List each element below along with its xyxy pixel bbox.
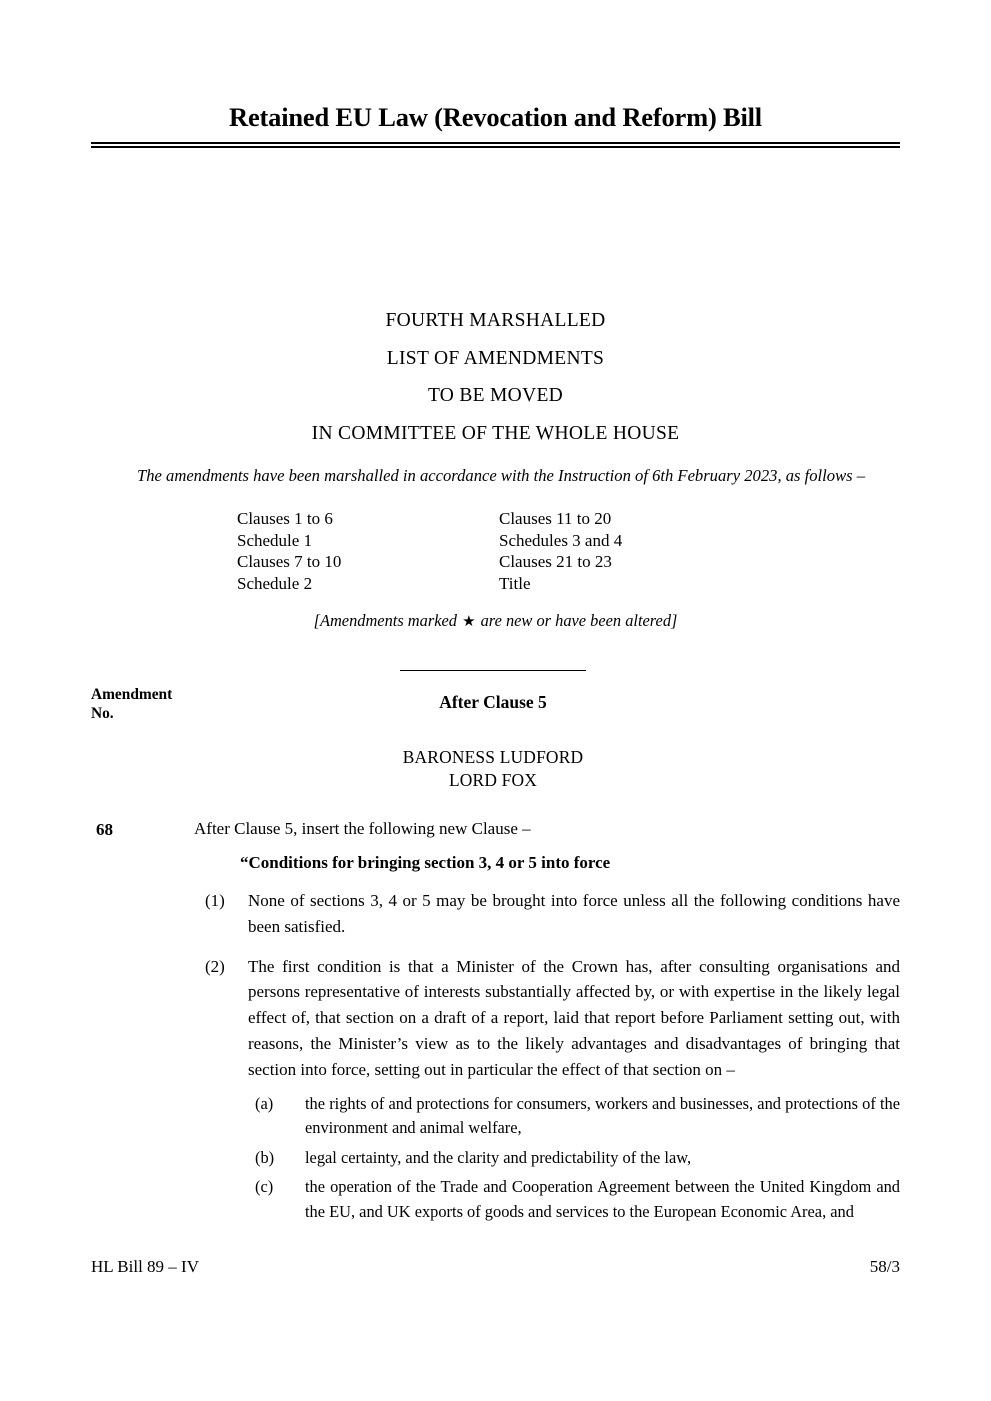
sub-paragraph-marker: (c) xyxy=(255,1177,274,1197)
document-page xyxy=(91,0,900,1401)
page-footer xyxy=(91,1256,900,1278)
masthead xyxy=(91,103,900,148)
star-note-before: Amendments marked xyxy=(319,611,462,630)
star-note-after: are new or have been altered xyxy=(476,611,672,630)
amendment-no-label-line1: Amendment xyxy=(91,686,173,703)
sub-paragraph xyxy=(255,1146,900,1171)
amendment-no-label xyxy=(91,686,172,723)
amendment-no-label-line2: No. xyxy=(91,704,114,722)
clause-order-row xyxy=(237,530,757,552)
subsection-marker: (1) xyxy=(205,891,225,910)
amendment-block xyxy=(91,817,900,1225)
title-double-rule xyxy=(91,142,900,148)
star-note-open-bracket: [ xyxy=(313,611,320,630)
amendment-intro: After Clause 5, insert the following new Clause – xyxy=(194,819,531,838)
amendment-number: 68 xyxy=(96,820,113,839)
clause-order-row xyxy=(237,551,757,573)
clause-order-list xyxy=(237,508,757,594)
sub-paragraph-text: legal certainty, and the clarity and predictability of the law, xyxy=(305,1147,692,1167)
heading-line-1: FOURTH MARSHALLED xyxy=(385,310,606,331)
subsection xyxy=(205,954,900,1083)
bill-reference: HL Bill 89 – IV xyxy=(91,1257,199,1276)
clause-order-right: Title xyxy=(499,573,531,593)
clause-order-right: Clauses 11 to 20 xyxy=(499,509,612,528)
clause-order-left: Clauses 1 to 6 xyxy=(237,509,333,528)
section-heading: After Clause 5 xyxy=(439,692,547,712)
star-icon: ★ xyxy=(462,613,476,630)
new-clause-title: “Conditions for bringing section 3, 4 or 5 into force xyxy=(240,853,611,872)
sub-paragraph-text: the rights of and protections for consumers, workers and businesses, and protections of the environment and animal welfare, xyxy=(305,1093,900,1138)
sub-paragraph-marker: (b) xyxy=(255,1147,275,1167)
page-number: 58/3 xyxy=(869,1257,900,1276)
star-note xyxy=(91,610,900,633)
clause-order-left: Schedule 1 xyxy=(237,530,313,550)
marshalling-instruction: The amendments have been marshalled in accordance with the Instruction of 6th February 2023, as follows – xyxy=(137,466,866,485)
clause-order-row xyxy=(237,508,757,530)
heading-line-4: IN COMMITTEE OF THE WHOLE HOUSE xyxy=(311,422,680,444)
sponsor-name: BARONESS LUDFORD xyxy=(402,747,584,767)
sub-paragraph-text: the operation of the Trade and Cooperation Agreement between the United Kingdom and the EU, and UK exports of goods and services to the European Economic Area, and xyxy=(305,1177,900,1221)
sub-paragraph-marker: (a) xyxy=(255,1093,274,1113)
page-title: Retained EU Law (Revocation and Reform) Bill xyxy=(229,102,762,132)
clause-order-right: Schedules 3 and 4 xyxy=(499,530,623,550)
subsection-text: The first condition is that a Minister of the Crown has, after consulting organisations and persons representative of interests substantially affected by, or with expertise in the likely legal effect of, that section on a draft of a report, laid that report before Parliament setting out, with reasons, the Minister’s view as to the likely advantages and disadvantages of bringing that section into force, setting out in particular the effect of that section on – xyxy=(248,956,900,1079)
sponsor-name: LORD FOX xyxy=(448,769,538,790)
subsection xyxy=(205,888,900,940)
sponsor-list xyxy=(310,746,676,791)
sub-paragraph xyxy=(255,1092,900,1141)
heading-line-2: LIST OF AMENDMENTS xyxy=(386,347,605,369)
list-heading-block xyxy=(91,302,900,452)
clause-order-right: Clauses 21 to 23 xyxy=(499,552,612,571)
subsection-marker: (2) xyxy=(205,956,225,976)
section-divider-rule xyxy=(400,670,586,671)
clause-order-row xyxy=(237,573,757,595)
clause-order-left: Clauses 7 to 10 xyxy=(237,552,342,571)
heading-line-3: TO BE MOVED xyxy=(427,385,564,406)
sub-paragraph xyxy=(255,1175,900,1224)
clause-order-left: Schedule 2 xyxy=(237,573,313,593)
subsection-text: None of sections 3, 4 or 5 may be brought into force unless all the following conditions have been satisfied. xyxy=(248,891,900,936)
star-note-close-bracket: ] xyxy=(671,611,678,630)
